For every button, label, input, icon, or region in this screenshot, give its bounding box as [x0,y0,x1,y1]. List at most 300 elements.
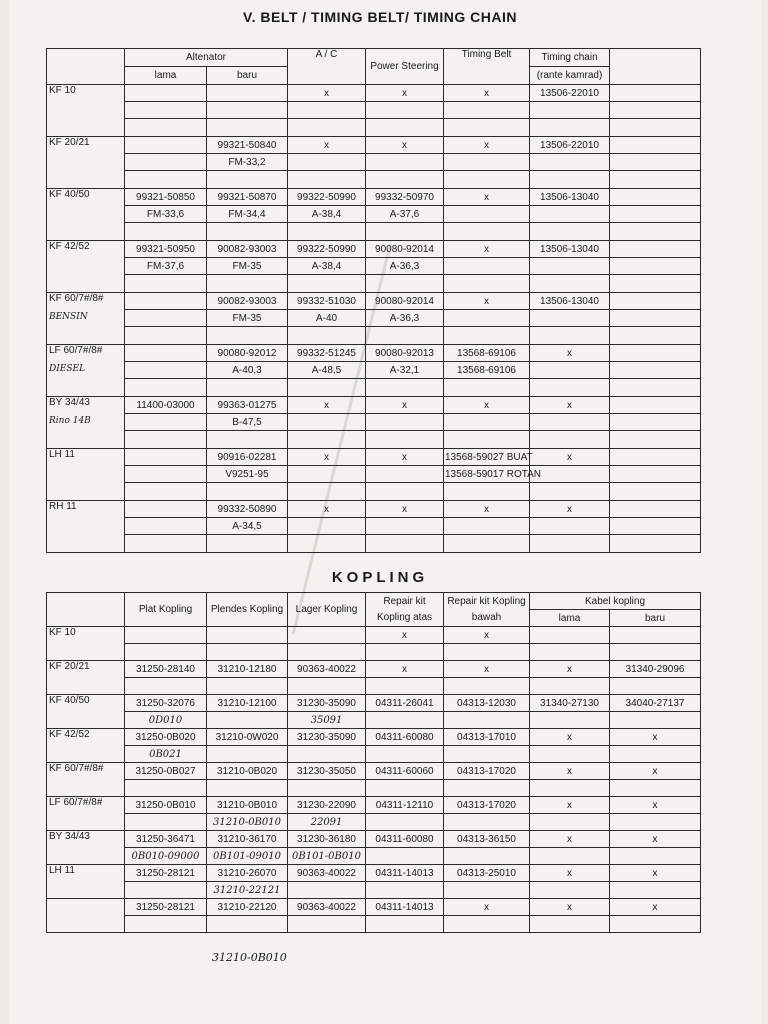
table-cell [530,678,610,695]
header-empty [610,49,701,85]
table-cell: V9251-95 [207,466,288,483]
table-cell: 31340-29096 [610,661,701,678]
table-row [47,695,701,712]
table-cell [530,780,610,797]
table-cell-empty [125,535,207,553]
vbelt-table [46,48,701,553]
table-cell-empty [288,171,366,189]
row-label: KF 42/52 [47,729,125,763]
table-cell [207,712,288,729]
table-cell: 90916-02281 [207,449,288,466]
table-cell [125,882,207,899]
table-cell: B-47,5 [207,414,288,431]
table-cell: 31210-22121 [207,882,288,899]
table-cell-empty [207,223,288,241]
kopling-header-row [47,593,701,610]
table-cell-empty [125,223,207,241]
table-cell-empty [125,379,207,397]
table-cell-empty [610,327,701,345]
table-cell [125,678,207,695]
table-cell-empty [530,119,610,137]
table-cell: x [444,397,530,414]
table-cell [610,345,701,362]
row-label [47,241,125,293]
table-row [47,882,701,899]
table-cell [207,85,288,102]
table-cell: x [366,137,444,154]
table-cell [125,154,207,171]
table-cell [125,293,207,310]
table-cell-empty [444,535,530,553]
table-cell-empty [207,119,288,137]
table-cell [288,916,366,933]
table-cell [610,241,701,258]
table-cell [288,518,366,535]
table-cell [288,466,366,483]
table-cell: x [288,137,366,154]
table-cell: 13506-22010 [530,85,610,102]
table-cell [444,644,530,661]
header-repair-kit-bawah: Repair kit Kopling bawah [444,593,530,627]
table-cell: 31250-0B027 [125,763,207,780]
table-cell [530,518,610,535]
table-cell-empty [530,223,610,241]
table-row-spacer [47,535,701,553]
row-label [47,137,125,189]
table-cell: 31230-22090 [288,797,366,814]
table-cell-empty [207,483,288,501]
table-cell: 90082-93003 [207,293,288,310]
table-cell [288,678,366,695]
table-cell [366,848,444,865]
table-row [47,831,701,848]
table-cell [207,746,288,763]
table-cell [288,746,366,763]
table-cell: 31230-35090 [288,729,366,746]
table-cell-empty [444,431,530,449]
row-label-text: LH 11 [49,449,75,460]
table-cell: 99332-51030 [288,293,366,310]
table-cell: x [444,85,530,102]
table-cell [530,362,610,379]
row-label: KF 10 [47,627,125,661]
table-cell: 04313-17010 [444,729,530,746]
table-cell-empty [444,275,530,293]
table-cell [366,882,444,899]
table-cell: x [530,899,610,916]
page-title: V. BELT / TIMING BELT/ TIMING CHAIN [243,9,517,25]
table-cell-empty [288,483,366,501]
table-cell [125,414,207,431]
header-alternator: Altenator [125,49,288,67]
table-cell [288,154,366,171]
table-row [47,865,701,882]
table-cell: 04311-60080 [366,831,444,848]
table-row-spacer [47,431,701,449]
table-cell: A-40,3 [207,362,288,379]
kopling-title: KOPLING [331,569,429,586]
table-cell: 31210-26070 [207,865,288,882]
table-cell: x [444,899,530,916]
table-cell: x [610,899,701,916]
table-cell: 34040-27137 [610,695,701,712]
table-cell: 31250-36471 [125,831,207,848]
table-cell-empty [610,119,701,137]
table-cell [610,644,701,661]
table-cell [610,85,701,102]
table-cell [207,644,288,661]
table-cell [444,206,530,223]
handwritten-fuel-note: Rino 14B [49,416,91,426]
table-cell-empty [610,223,701,241]
table-cell: 04313-17020 [444,797,530,814]
table-cell [125,780,207,797]
table-cell: 31230-35090 [288,695,366,712]
table-cell: 13568-59027 BUAT [444,449,530,466]
table-cell-empty [530,275,610,293]
table-cell: 99321-50840 [207,137,288,154]
table-cell: 11400-03000 [125,397,207,414]
table-cell [610,154,701,171]
row-label-text: KF 20/21 [49,137,90,148]
vbelt-header-row [47,49,701,67]
table-cell-empty [366,431,444,449]
table-cell-empty [366,535,444,553]
table-cell-empty [530,171,610,189]
header-power-steering: Power Steering [366,49,444,85]
table-cell: 04313-25010 [444,865,530,882]
table-cell-empty [125,171,207,189]
table-cell [366,678,444,695]
table-cell [125,345,207,362]
table-cell [610,501,701,518]
table-cell: x [530,729,610,746]
table-cell [530,746,610,763]
table-cell-empty [444,327,530,345]
table-cell [366,154,444,171]
table-cell: 31210-0B010 [207,797,288,814]
table-cell [610,293,701,310]
table-cell: 99322-50990 [288,241,366,258]
table-row [47,102,701,119]
table-cell: 90082-93003 [207,241,288,258]
table-cell [444,882,530,899]
row-label: KF 40/50 [47,695,125,729]
row-label [47,85,125,137]
table-cell: 90363-40022 [288,661,366,678]
table-cell [610,137,701,154]
table-cell-empty [530,483,610,501]
table-cell: x [530,345,610,362]
table-cell: 31210-0B020 [207,763,288,780]
table-cell: 13568-69106 [444,345,530,362]
table-cell: x [444,293,530,310]
table-cell: A-37,6 [366,206,444,223]
header-corner [47,49,125,85]
table-row [47,678,701,695]
row-label [47,899,125,933]
table-row [47,729,701,746]
table-cell [610,712,701,729]
table-cell [444,518,530,535]
kopling-table [46,592,701,933]
table-cell: A-38,4 [288,206,366,223]
table-cell-empty [125,327,207,345]
table-cell: 31210-0B010 [207,814,288,831]
table-cell-empty [125,119,207,137]
row-label: LH 11 [47,865,125,899]
table-cell: 99332-50890 [207,501,288,518]
table-cell: x [288,501,366,518]
table-cell [366,814,444,831]
table-cell: 04313-36150 [444,831,530,848]
header-repair-kit-atas: Repair kit Kopling atas [366,593,444,627]
header-kabel-kopling: Kabel kopling [530,593,701,610]
header-timing-chain-sub: (rante kamrad) [530,67,610,85]
table-cell [444,678,530,695]
table-row-spacer [47,119,701,137]
table-row [47,814,701,831]
table-cell: 31230-36180 [288,831,366,848]
table-cell [366,518,444,535]
table-row [47,712,701,729]
table-cell: 31210-0W020 [207,729,288,746]
table-row [47,780,701,797]
table-cell [530,848,610,865]
table-cell-empty [610,275,701,293]
table-cell [610,362,701,379]
table-cell: 04311-60060 [366,763,444,780]
table-cell [288,414,366,431]
table-cell [444,154,530,171]
table-row [47,899,701,916]
table-row [47,746,701,763]
table-cell [610,848,701,865]
table-cell: 13506-13040 [530,241,610,258]
table-cell-empty [366,223,444,241]
table-cell [444,814,530,831]
table-cell [288,882,366,899]
table-cell: 99363-01275 [207,397,288,414]
table-cell [610,780,701,797]
table-cell: 31210-22120 [207,899,288,916]
table-cell: 31210-36170 [207,831,288,848]
table-cell-empty [207,275,288,293]
table-cell: 22091 [288,814,366,831]
table-cell: 90080-92014 [366,293,444,310]
table-cell: 13568-59017 ROTAN [444,466,530,483]
table-cell [610,627,701,644]
table-cell [530,466,610,483]
header-corner [47,593,125,627]
row-label: KF 20/21 [47,661,125,695]
table-cell: 0B101-0B010 [288,848,366,865]
table-row [47,501,701,518]
table-cell [610,882,701,899]
table-cell: x [444,501,530,518]
row-label: KF 60/7#/8# [47,763,125,797]
table-cell: x [288,397,366,414]
table-cell-empty [207,327,288,345]
header-baru: baru [610,610,701,627]
table-cell-empty [610,431,701,449]
table-cell-empty [366,275,444,293]
table-cell [444,848,530,865]
table-cell-empty [530,431,610,449]
table-cell: A-38,4 [288,258,366,275]
table-cell: A-34,5 [207,518,288,535]
table-cell-empty [366,483,444,501]
table-row [47,137,701,154]
table-cell [530,627,610,644]
table-cell [530,258,610,275]
table-cell [366,102,444,119]
table-cell: A-48,5 [288,362,366,379]
table-cell: x [530,397,610,414]
table-cell-empty [366,171,444,189]
table-row [47,345,701,362]
table-row [47,466,701,483]
table-cell: A-40 [288,310,366,327]
table-cell [444,916,530,933]
table-cell [444,780,530,797]
table-cell: 0B010-09000 [125,848,207,865]
row-label [47,345,125,397]
table-row [47,397,701,414]
table-row [47,154,701,171]
table-row-spacer [47,171,701,189]
table-cell [530,712,610,729]
table-row [47,258,701,275]
table-cell [444,310,530,327]
table-row [47,241,701,258]
table-cell-empty [288,379,366,397]
table-cell-empty [530,379,610,397]
table-cell [366,414,444,431]
table-cell-empty [288,119,366,137]
table-cell-empty [125,431,207,449]
table-row-spacer [47,275,701,293]
table-row [47,414,701,431]
row-label-text: KF 40/50 [49,189,90,200]
table-cell [125,916,207,933]
table-cell: x [610,763,701,780]
table-cell [530,882,610,899]
table-cell: 99332-50970 [366,189,444,206]
table-cell [125,644,207,661]
table-cell-empty [125,483,207,501]
header-ac: A / C [288,49,366,85]
table-row-spacer [47,327,701,345]
row-label [47,397,125,449]
header-plendes-kopling: Plendes Kopling [207,593,288,627]
table-cell-empty [610,379,701,397]
table-cell [125,102,207,119]
table-cell [125,449,207,466]
table-cell: 13506-13040 [530,189,610,206]
table-cell: FM-37,6 [125,258,207,275]
table-cell [444,746,530,763]
row-label [47,293,125,345]
table-cell [530,644,610,661]
table-cell: A-32,1 [366,362,444,379]
table-cell: 31230-35050 [288,763,366,780]
table-cell-empty [444,223,530,241]
table-cell: x [288,449,366,466]
table-cell: 13506-13040 [530,293,610,310]
table-cell [610,678,701,695]
header-timing-belt: Timing Belt [444,49,530,85]
table-cell-empty [288,327,366,345]
row-label [47,189,125,241]
table-cell-empty [444,379,530,397]
handwritten-fuel-note: BENSIN [49,312,88,322]
table-cell [288,102,366,119]
table-cell-empty [207,171,288,189]
table-cell [207,780,288,797]
table-cell [366,644,444,661]
header-baru: baru [207,67,288,85]
table-cell: x [530,501,610,518]
table-row [47,310,701,327]
table-cell [288,644,366,661]
table-row [47,293,701,310]
table-cell [366,780,444,797]
table-cell: 31210-12180 [207,661,288,678]
header-lager-kopling: Lager Kopling [288,593,366,627]
table-cell: 04311-12110 [366,797,444,814]
table-cell-empty [207,535,288,553]
table-cell-empty [530,327,610,345]
header-plat-kopling: Plat Kopling [125,593,207,627]
table-row [47,518,701,535]
table-cell: 31250-28121 [125,899,207,916]
table-row [47,449,701,466]
table-cell [610,414,701,431]
table-cell: 99321-50850 [125,189,207,206]
table-cell: x [530,797,610,814]
table-cell-empty [444,171,530,189]
table-cell: 99322-50990 [288,189,366,206]
table-cell: x [530,661,610,678]
table-cell: 31340-27130 [530,695,610,712]
table-cell: FM-34,4 [207,206,288,223]
table-cell [366,916,444,933]
table-cell-empty [366,379,444,397]
table-cell-empty [366,327,444,345]
table-cell-empty [610,171,701,189]
table-cell: 99321-50870 [207,189,288,206]
table-cell [288,627,366,644]
row-label-text: KF 10 [49,85,76,96]
handwritten-fuel-note: DIESEL [49,364,86,374]
table-cell-empty [610,535,701,553]
table-cell [610,189,701,206]
table-cell: 04311-60080 [366,729,444,746]
table-row [47,763,701,780]
table-cell-empty [366,119,444,137]
table-cell: 90080-92012 [207,345,288,362]
table-cell [610,466,701,483]
table-cell [530,102,610,119]
table-cell: 90363-40022 [288,899,366,916]
table-cell: 0B101-09010 [207,848,288,865]
table-cell [207,678,288,695]
table-cell: x [366,449,444,466]
header-lama: lama [530,610,610,627]
table-cell [610,206,701,223]
table-cell [610,310,701,327]
